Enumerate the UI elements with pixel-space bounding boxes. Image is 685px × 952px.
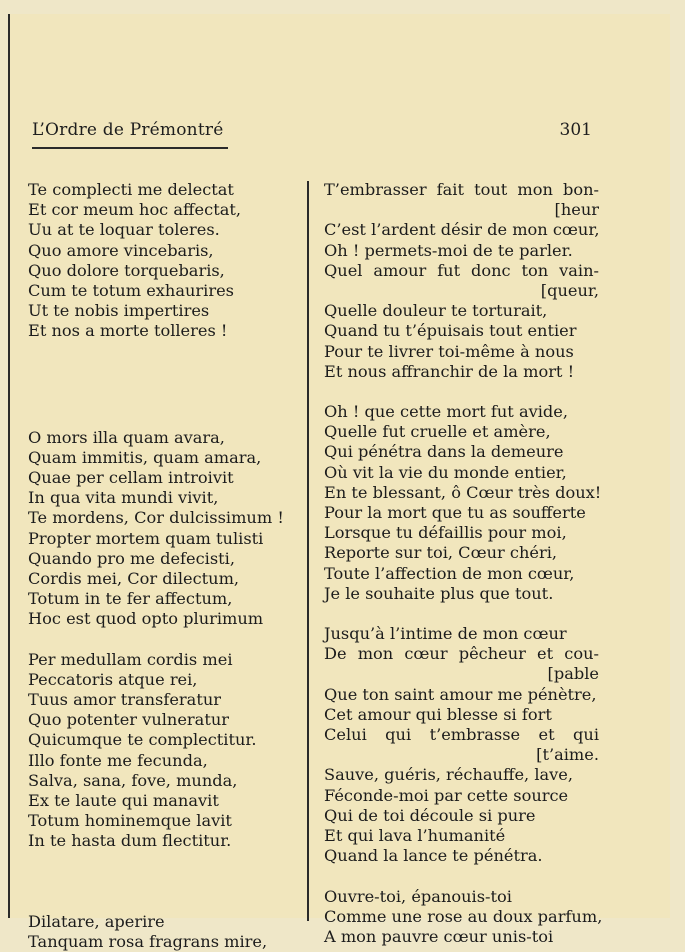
latin-stanza [28, 912, 313, 952]
verse-line: Lorsque tu défaillis pour moi, [324, 523, 567, 543]
verse-line: Quel amour fut donc ton vain- [324, 260, 599, 280]
french-stanza [324, 402, 602, 604]
latin-stanza [28, 180, 313, 342]
verse-line: Cum te totum exhaurires [28, 281, 234, 301]
verse-line: Te complecti me delectat [28, 180, 234, 199]
page-number: 301 [559, 120, 592, 140]
verse-line: En te blessant, ô Cœur très doux! [324, 482, 602, 502]
verse-turnover: [heur [554, 200, 599, 220]
verse-line: Je le souhaite plus que tout. [324, 583, 554, 603]
book-page [8, 14, 670, 951]
verse-line: Jusqu’à l’intime de mon cœur [324, 624, 567, 644]
verse-line: Quo potenter vulneratur [28, 710, 229, 730]
verse-line: Ex te laute qui manavit [28, 791, 219, 811]
verse-line: Quelle fut cruelle et amère, [324, 422, 551, 442]
french-stanza [324, 180, 599, 382]
verse-line: De mon cœur pêcheur et cou- [324, 644, 599, 664]
verse-line: C’est l’ardent désir de mon cœur, [324, 220, 600, 240]
verse-line: Quo dolore torquebaris, [28, 260, 225, 280]
verse-line: Celui qui t’embrasse et qui [324, 725, 599, 745]
verse-line: Salva, sana, fove, munda, [28, 770, 238, 790]
verse-line: Quae per cellam introivit [28, 468, 234, 488]
verse-line: A mon pauvre cœur unis-toi [324, 926, 554, 946]
french-stanza [324, 886, 603, 948]
verse-line: Où vit la vie du monde entier, [324, 462, 567, 482]
verse-line: Reporte sur toi, Cœur chéri, [324, 543, 558, 563]
running-head: L’Ordre de Prémontré [32, 120, 224, 140]
verse-line: Quo amore vincebaris, [28, 240, 214, 260]
verse-line: Totum hominemque lavit [28, 811, 232, 831]
latin-stanza [28, 650, 313, 852]
verse-line: Pour te livrer toi-même à nous [324, 341, 574, 361]
verse-line: T’embrasser fait tout mon bon- [324, 180, 599, 199]
verse-line: Ut te nobis impertires [28, 301, 210, 321]
verse-line: Sauve, guéris, réchauffe, lave, [324, 765, 574, 785]
verse-line: Quicumque te complectitur. [28, 730, 257, 750]
latin-column [28, 180, 313, 952]
verse-line: Qui de toi découle si pure [324, 805, 536, 825]
verse-line: Quand tu t’épuisais tout entier [324, 321, 577, 341]
verse-line: Tanquam rosa fragrans mire, [28, 931, 268, 951]
verse-line: Te mordens, Cor dulcissimum ! [28, 508, 284, 528]
verse-line: Cet amour qui blesse si fort [324, 704, 552, 724]
verse-line: Oh ! que cette mort fut avide, [324, 402, 568, 422]
verse-line: Pour la mort que tu as soufferte [324, 503, 586, 523]
verse-line: Per medullam cordis mei [28, 649, 233, 669]
verse-line: Cordis mei, Cor dilectum, [28, 569, 240, 589]
french-column [324, 180, 603, 947]
verse-line: Quam immitis, quam amara, [28, 447, 262, 467]
verse-line: In qua vita mundi vivit, [28, 488, 219, 508]
verse-line: Ouvre-toi, épanouis-toi [324, 886, 512, 906]
latin-stanza [28, 428, 313, 630]
verse-line: Toute l’affection de mon cœur, [324, 563, 575, 583]
header-rule [32, 147, 228, 149]
verse-line: Et nos a morte tolleres ! [28, 321, 228, 341]
verse-turnover: [queur, [540, 281, 599, 301]
verse-line: Et qui lava l’humanité [324, 826, 506, 846]
verse-line: Qui pénétra dans la demeure [324, 442, 564, 462]
verse-line: O mors illa quam avara, [28, 427, 225, 447]
verse-turnover: [pable [547, 664, 599, 684]
verse-line: Que ton saint amour me pénètre, [324, 684, 597, 704]
verse-line: In te hasta dum flectitur. [28, 831, 232, 851]
verse-line: Tuus amor transferatur [28, 690, 221, 710]
french-stanza [324, 624, 599, 866]
verse-turnover: [t’aime. [536, 745, 599, 765]
verse-line: Illo fonte me fecunda, [28, 750, 208, 770]
verse-line: Hoc est quod opto plurimum [28, 609, 264, 629]
verse-line: Féconde-moi par cette source [324, 785, 569, 805]
verse-line: Et cor meum hoc affectat, [28, 200, 241, 220]
verse-line: Totum in te fer affectum, [28, 589, 233, 609]
verse-line: Quelle douleur te torturait, [324, 301, 548, 321]
verse-line: Oh ! permets-moi de te parler. [324, 240, 573, 260]
verse-line: Peccatoris atque rei, [28, 669, 198, 689]
verse-line: Uu at te loquar toleres. [28, 220, 220, 240]
verse-line: Comme une rose au doux parfum, [324, 906, 603, 926]
verse-line: Propter mortem quam tulisti [28, 528, 264, 548]
verse-line: Quando pro me defecisti, [28, 548, 235, 568]
verse-line: Dilatare, aperire [28, 911, 165, 931]
verse-line: Quand la lance te pénétra. [324, 846, 543, 866]
verse-line: Et nous affranchir de la mort ! [324, 361, 575, 381]
